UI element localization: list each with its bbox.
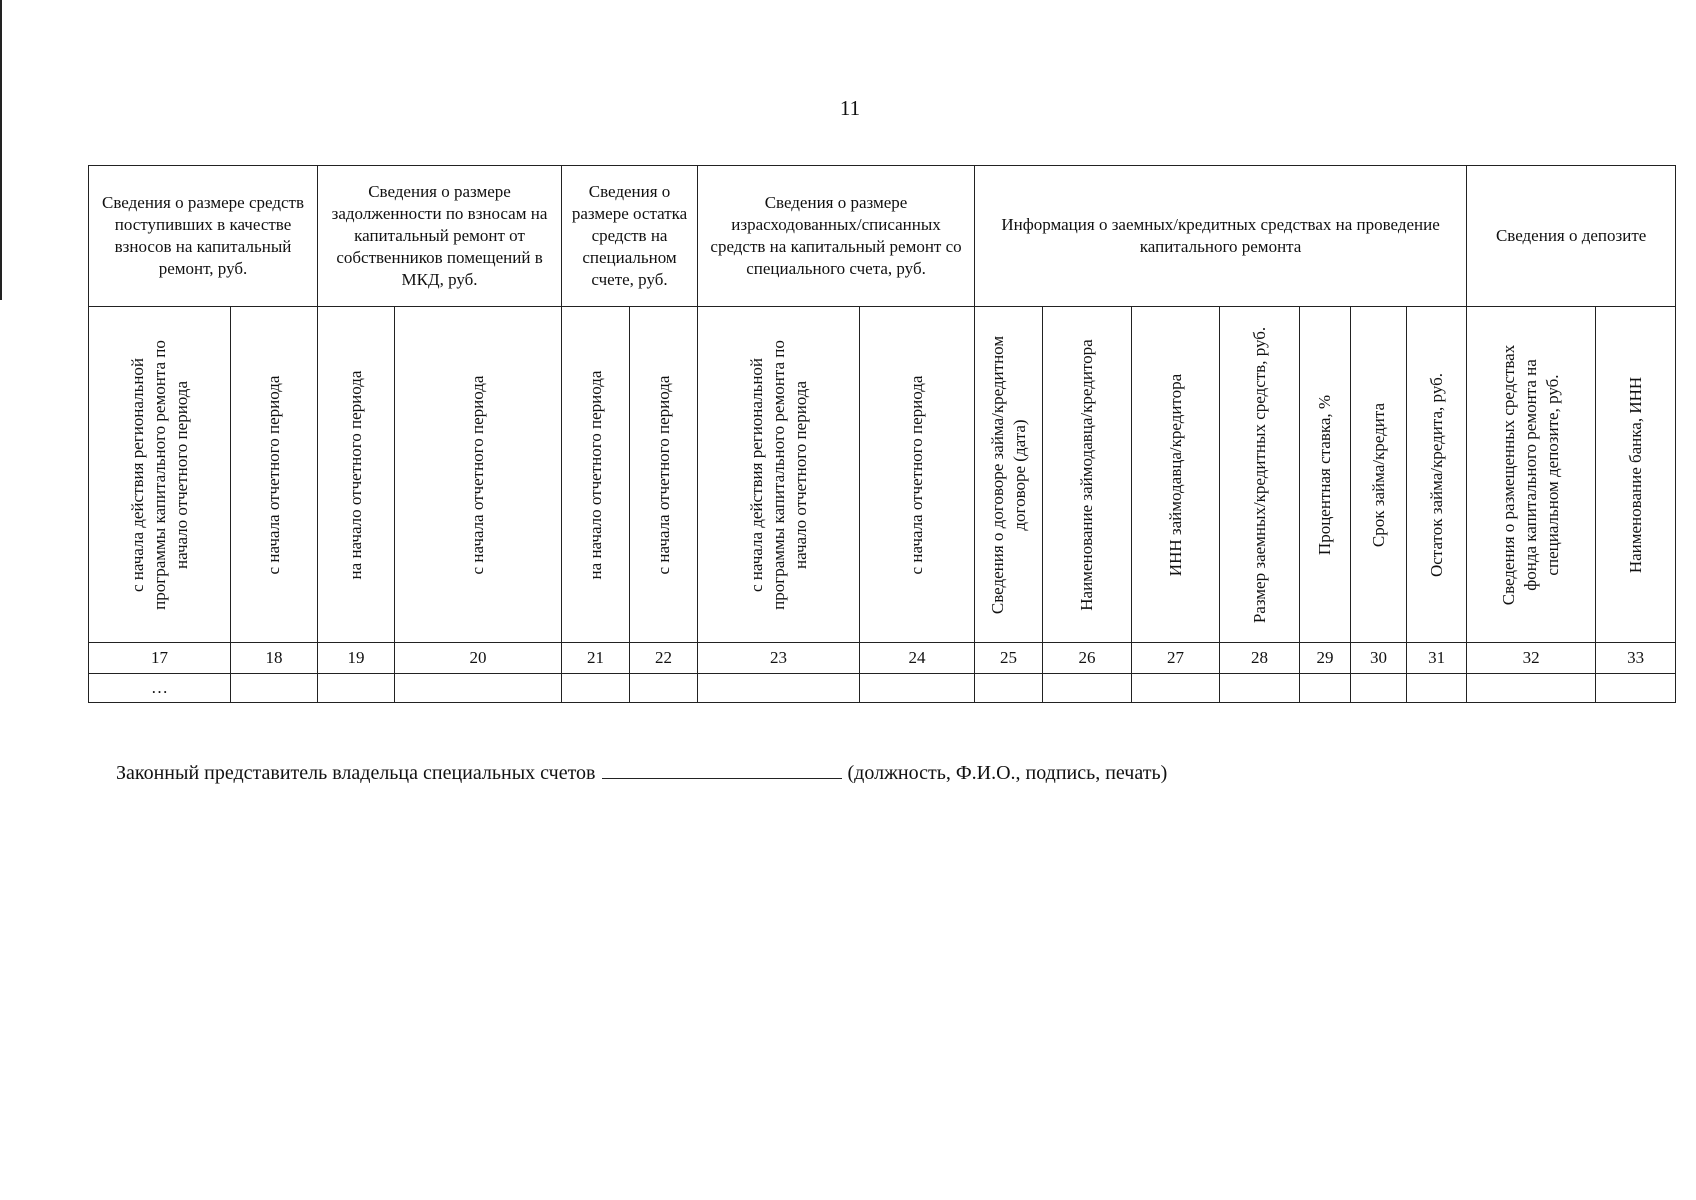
column-number: 30 [1351, 643, 1407, 674]
column-header: Процентная ставка, % [1300, 307, 1351, 643]
column-header: с начала отчетного периода [395, 307, 562, 643]
table-cell [975, 674, 1043, 703]
column-number: 20 [395, 643, 562, 674]
table-cell [698, 674, 860, 703]
column-header: на начало отчетного периода [562, 307, 630, 643]
column-number: 33 [1596, 643, 1676, 674]
table-row [89, 674, 1676, 703]
table-cell [1351, 674, 1407, 703]
column-header: ИНН займодавца/кредитора [1132, 307, 1220, 643]
column-header: Срок займа/кредита [1351, 307, 1407, 643]
column-number: 18 [231, 643, 318, 674]
column-header: Наименование займодавца/кредитора [1043, 307, 1132, 643]
group-header: Сведения о размере задолженности по взносам на капитальный ремонт от собственников помещений в МКД, руб. [318, 166, 562, 307]
column-number: 32 [1467, 643, 1596, 674]
column-header: Сведения о размещенных средствах фонда капитального ремонта на специальном депозите, руб. [1467, 307, 1596, 643]
table-cell [860, 674, 975, 703]
column-number: 29 [1300, 643, 1351, 674]
column-header: с начала отчетного периода [860, 307, 975, 643]
table-cell [1407, 674, 1467, 703]
report-table [88, 165, 1676, 703]
signature-blank [602, 764, 842, 779]
column-number: 22 [630, 643, 698, 674]
table-cell [1043, 674, 1132, 703]
column-number: 24 [860, 643, 975, 674]
table-cell [562, 674, 630, 703]
column-header: Остаток займа/кредита, руб. [1407, 307, 1467, 643]
column-number: 19 [318, 643, 395, 674]
group-header: Сведения о размере остатка средств на специальном счете, руб. [562, 166, 698, 307]
column-number: 25 [975, 643, 1043, 674]
group-header: Сведения о размере израсходованных/списанных средств на капитальный ремонт со специального счета, руб. [698, 166, 975, 307]
group-header: Информация о заемных/кредитных средствах на проведение капитального ремонта [975, 166, 1467, 307]
page-number: 11 [839, 96, 861, 120]
signature-line [116, 762, 1167, 785]
table-cell [630, 674, 698, 703]
column-number: 27 [1132, 643, 1220, 674]
table-cell [1132, 674, 1220, 703]
table-cell [1300, 674, 1351, 703]
column-number: 26 [1043, 643, 1132, 674]
subheader-row [89, 307, 1676, 643]
table-cell: … [89, 674, 231, 703]
group-header: Сведения о размере средств поступивших в качестве взносов на капитальный ремонт, руб. [89, 166, 318, 307]
column-number: 28 [1220, 643, 1300, 674]
column-header: с начала отчетного периода [630, 307, 698, 643]
column-number: 21 [562, 643, 630, 674]
column-header: Размер заемных/кредитных средств, руб. [1220, 307, 1300, 643]
signature-note: (должность, Ф.И.О., подпись, печать) [847, 762, 1168, 784]
column-header: с начала отчетного периода [231, 307, 318, 643]
table-cell [318, 674, 395, 703]
table-cell [1220, 674, 1300, 703]
signature-label: Законный представитель владельца специальных счетов [116, 762, 596, 784]
column-header: с начала действия региональной программы капитального ремонта по начало отчетного периода [698, 307, 860, 643]
group-header: Сведения о депозите [1467, 166, 1676, 307]
column-number: 23 [698, 643, 860, 674]
column-header: на начало отчетного периода [318, 307, 395, 643]
column-header: Сведения о договоре займа/кредитном договоре (дата) [975, 307, 1043, 643]
column-header: с начала действия региональной программы капитального ремонта по начало отчетного периода [89, 307, 231, 643]
column-header: Наименование банка, ИНН [1596, 307, 1676, 643]
table-cell [1596, 674, 1676, 703]
table-cell [395, 674, 562, 703]
table-cell [1467, 674, 1596, 703]
table-cell [231, 674, 318, 703]
left-margin-line [0, 0, 2, 300]
column-number-row [89, 643, 1676, 674]
column-number: 17 [89, 643, 231, 674]
column-number: 31 [1407, 643, 1467, 674]
group-header-row [89, 166, 1676, 307]
